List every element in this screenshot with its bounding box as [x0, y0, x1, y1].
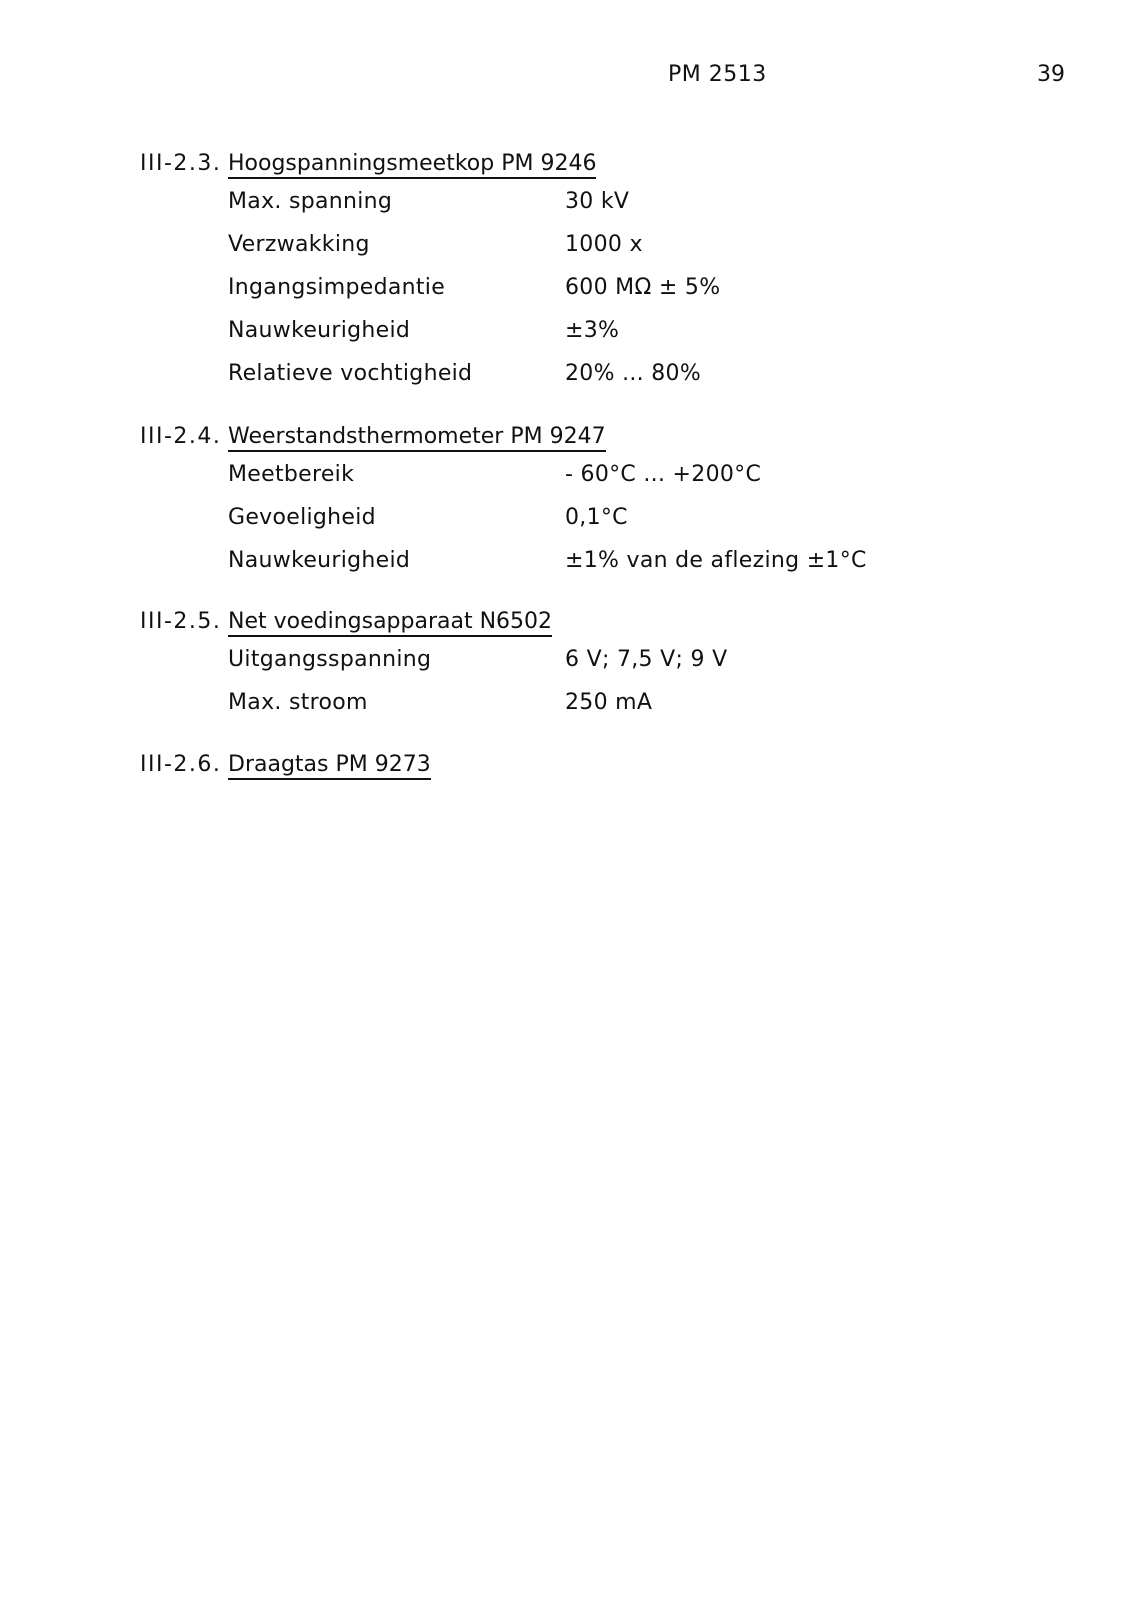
- spec-value: ±3%: [565, 318, 620, 343]
- spec-value: 0,1°C: [565, 505, 628, 530]
- spec-value: 1000 x: [565, 232, 643, 257]
- section-net-voedingsapparaat: [140, 609, 1040, 725]
- page-number: 39: [1037, 62, 1065, 87]
- spec-label: Gevoeligheid: [228, 505, 376, 530]
- section-number: III-2.5.: [140, 609, 222, 634]
- spec-row: [140, 181, 1040, 224]
- section-weerstandsthermometer: [140, 424, 1040, 583]
- section-heading: [140, 609, 1040, 639]
- section-title: Draagtas PM 9273: [228, 752, 431, 780]
- spec-label: Uitgangsspanning: [228, 647, 432, 672]
- spec-label: Max. spanning: [228, 189, 393, 214]
- spec-label: Verzwakking: [228, 232, 370, 257]
- section-number: III-2.3.: [140, 151, 222, 176]
- section-number: III-2.4.: [140, 424, 222, 449]
- spec-value: 6 V; 7,5 V; 9 V: [565, 647, 728, 672]
- spec-row: [140, 224, 1040, 267]
- spec-label: Ingangsimpedantie: [228, 275, 446, 300]
- spec-row: [140, 353, 1040, 396]
- spec-row: [140, 454, 1040, 497]
- spec-row: [140, 267, 1040, 310]
- section-heading: [140, 424, 1040, 454]
- spec-value: 30 kV: [565, 189, 630, 214]
- spec-row: [140, 639, 1040, 682]
- section-title: Weerstandsthermometer PM 9247: [228, 424, 606, 452]
- section-hoogspanningsmeetkop: [140, 151, 1040, 396]
- section-heading: [140, 151, 1040, 181]
- spec-value: ±1% van de aflezing ±1°C: [565, 548, 867, 573]
- spec-row: [140, 310, 1040, 353]
- spec-label: Nauwkeurigheid: [228, 318, 411, 343]
- spec-value: 250 mA: [565, 690, 653, 715]
- spec-row: [140, 497, 1040, 540]
- spec-label: Relatieve vochtigheid: [228, 361, 473, 386]
- spec-value: 20% ... 80%: [565, 361, 702, 386]
- spec-row: [140, 682, 1040, 725]
- spec-value: - 60°C ... +200°C: [565, 462, 762, 487]
- spec-label: Max. stroom: [228, 690, 368, 715]
- section-title: Hoogspanningsmeetkop PM 9246: [228, 151, 596, 179]
- spec-row: [140, 540, 1040, 583]
- section-title: Net voedingsapparaat N6502: [228, 609, 552, 637]
- section-draagtas: [140, 752, 1040, 782]
- spec-label: Meetbereik: [228, 462, 355, 487]
- spec-value: 600 MΩ ± 5%: [565, 275, 721, 300]
- header-model: PM 2513: [668, 62, 767, 87]
- section-heading: [140, 752, 1040, 782]
- spec-label: Nauwkeurigheid: [228, 548, 411, 573]
- section-number: III-2.6.: [140, 752, 222, 777]
